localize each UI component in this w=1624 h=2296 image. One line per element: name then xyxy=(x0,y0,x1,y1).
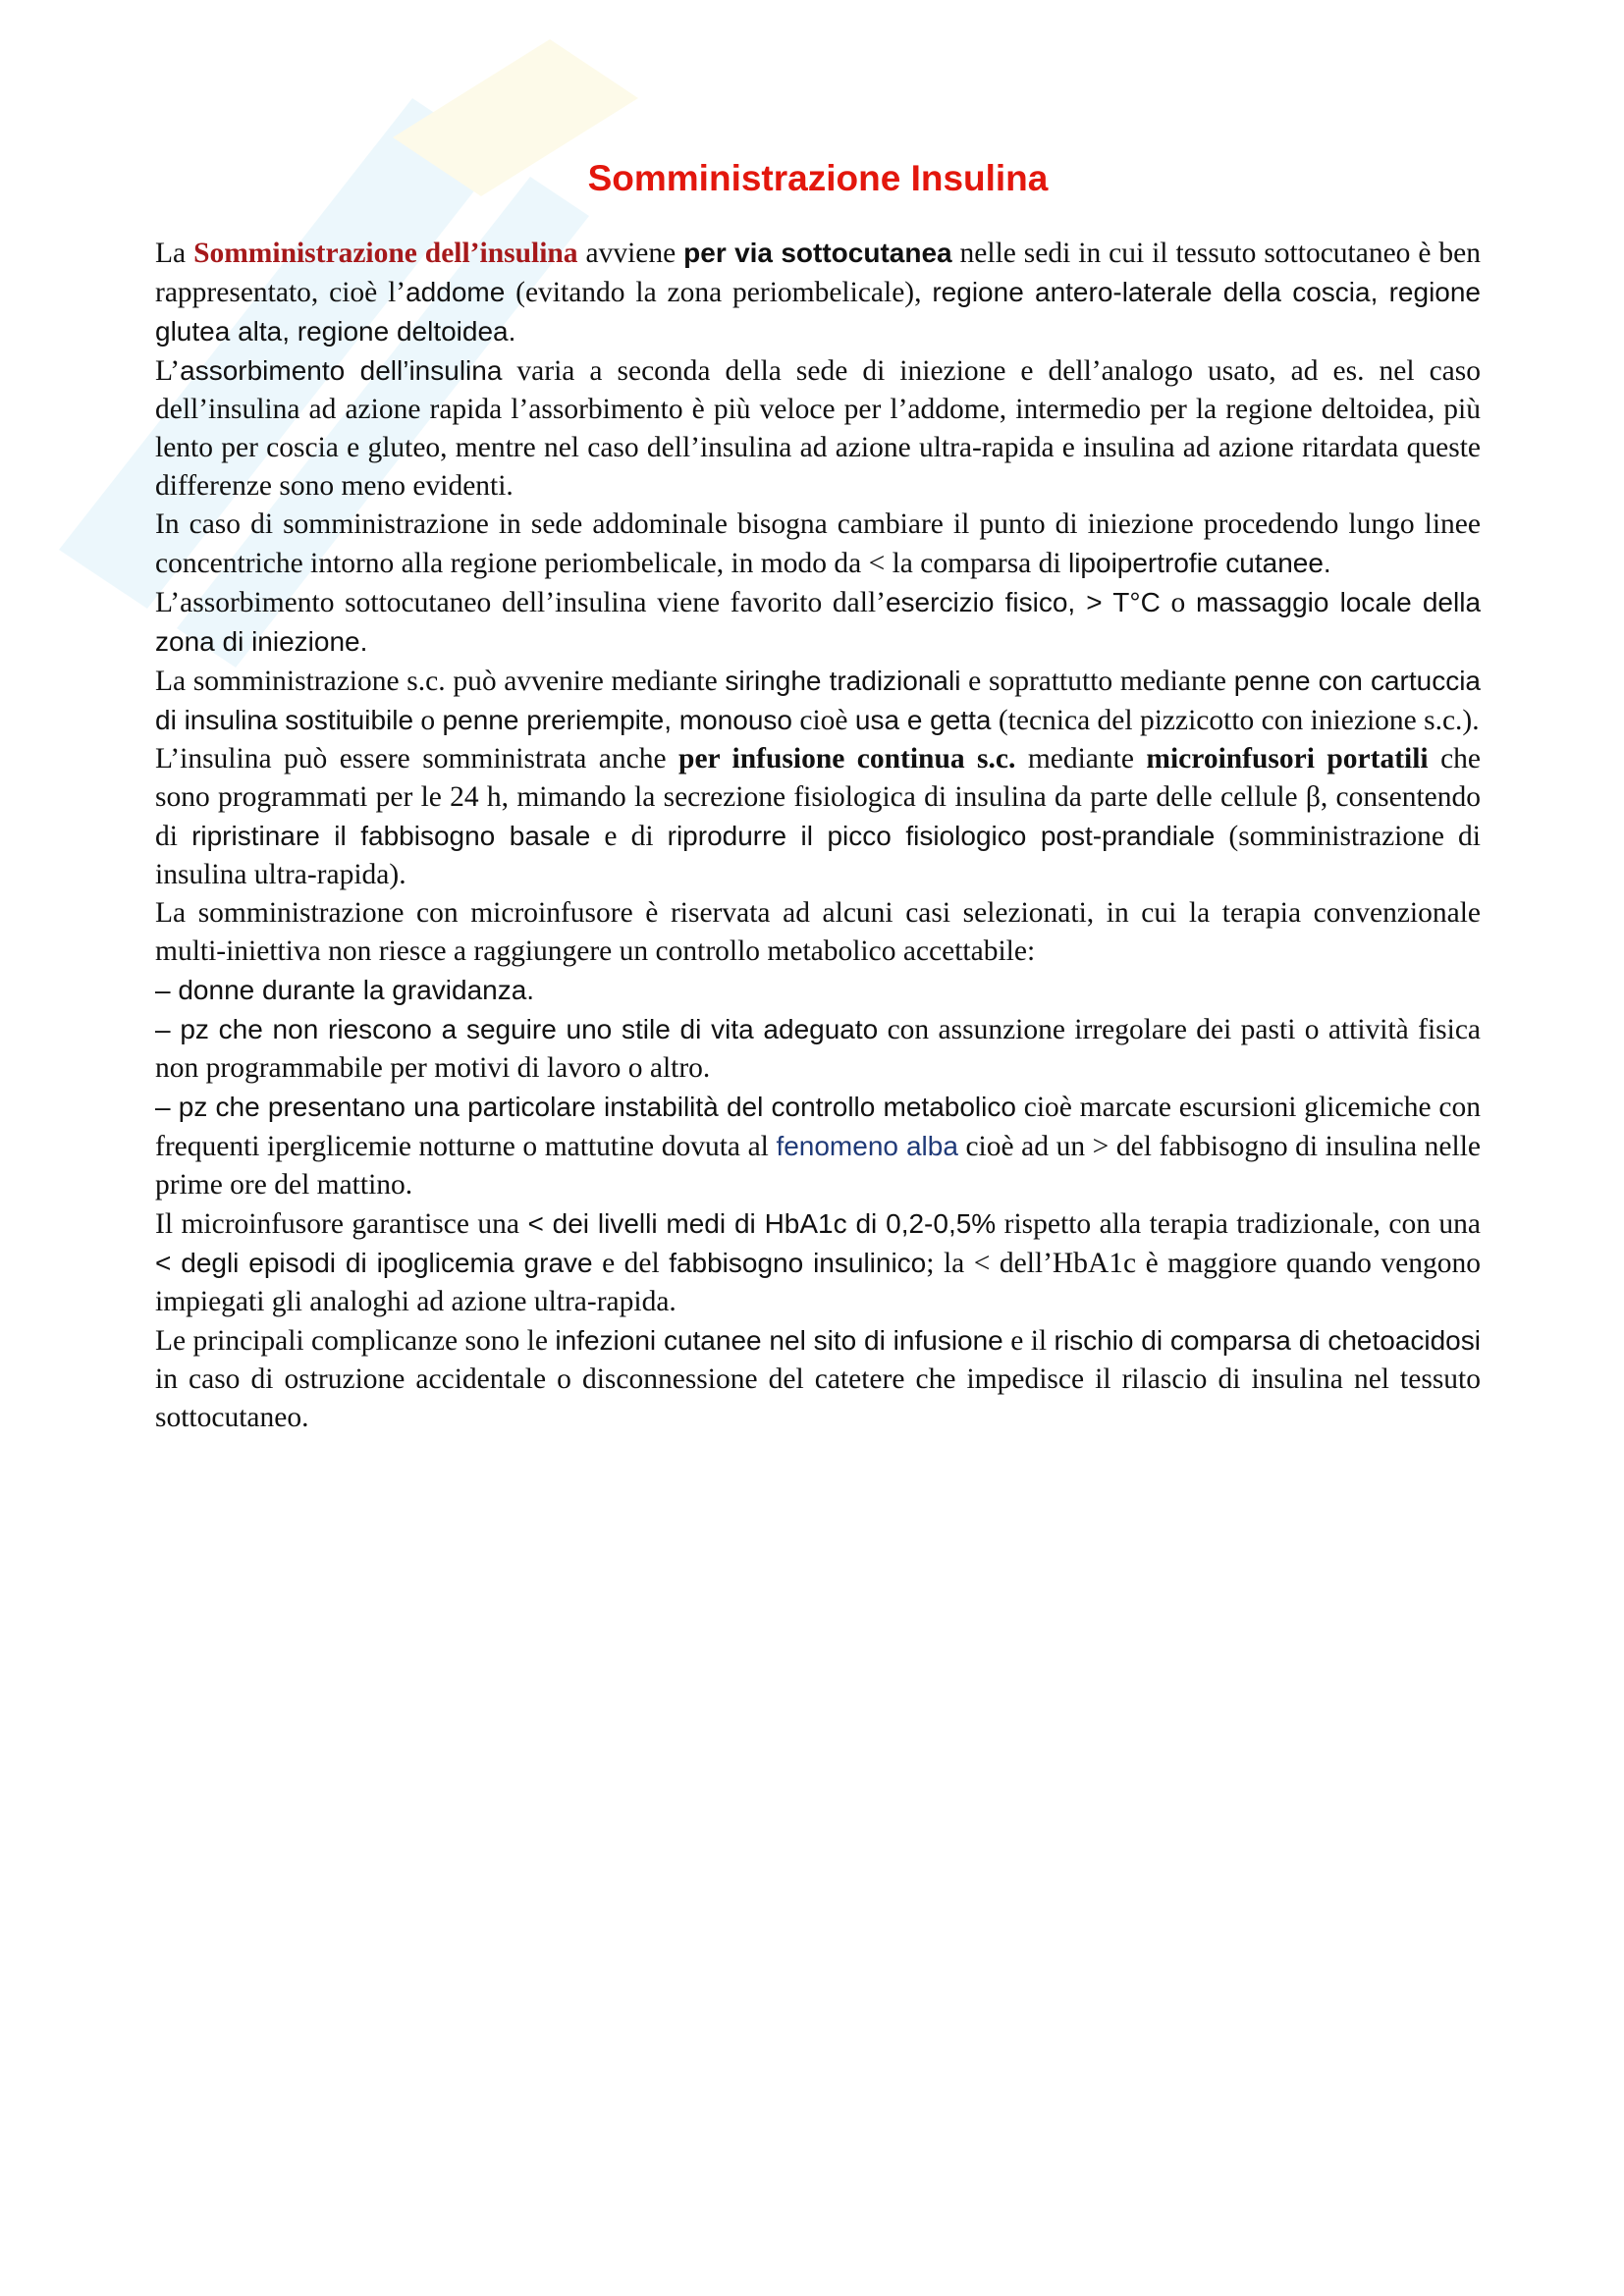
list-item: – pz che non riescono a seguire uno stile di vita adeguato con assunzione irregolare dei pasti o attività fisica non programmabile per motivi di lavoro o altro. xyxy=(155,1014,1482,1084)
paragraph-microinfusor-indications: La somministrazione con microinfusore è riservata ad alcuni casi selezionati, in cui la terapia convenzionale multi-iniettiva non riesce a raggiungere un controllo metabolico accettabile: xyxy=(155,897,1481,967)
list-item: – donne durante la gravidanza. xyxy=(155,975,535,1005)
paragraph-devices: La somministrazione s.c. può avvenire mediante siringhe tradizionali e soprattutto mediante penne con cartuccia di insulina sostituibile o penne preriempite, monouso cioè usa e getta (tecnica del pizzicotto con iniezione s.c.). xyxy=(155,666,1481,736)
paragraph-continuous-infusion: L’insulina può essere somministrata anche per infusione continua s.c. mediante microinfusori portatili che sono programmati per le 24 h, mimando la secrezione fisiologica di insulina da parte delle cellule β, consentendo di ripristinare il fabbisogno basale e di riprodurre il picco fisiologico post-prandiale (somministrazione di insulina ultra-rapida). xyxy=(155,743,1482,890)
paragraph-administration: La Somministrazione dell’insulina avviene per via sottocutanea nelle sedi in cui il tessuto sottocutaneo è ben rappresentato, cioè l’addome (evitando la zona periombelicale), regione antero-laterale della coscia, regione glutea alta, regione deltoidea. xyxy=(155,238,1482,347)
page-title: Somministrazione Insulina xyxy=(587,158,1049,198)
paragraph-complications: Le principali complicanze sono le infezioni cutanee nel sito di infusione e il rischio di comparsa di chetoacidosi in caso di ostruzione accidentale o disconnessione del catetere che impedisce il rilascio di insulina nel tessuto sottocutaneo. xyxy=(155,1325,1481,1433)
document-body xyxy=(155,157,1481,1437)
list-item: – pz che presentano una particolare instabilità del controllo metabolico cioè marcate escursioni glicemiche con frequenti iperglicemie notturne o mattutine dovuta al fenomeno alba cioè ad un > del fabbisogno di insulina nelle prime ore del mattino. xyxy=(155,1092,1481,1201)
paragraph-benefits: Il microinfusore garantisce una < dei livelli medi di HbA1c di 0,2-0,5% rispetto alla terapia tradizionale, con una < degli episodi di ipoglicemia grave e del fabbisogno insulinico; la < dell’HbA1c è maggiore quando vengono impiegati gli analoghi ad azione ultra-rapida. xyxy=(155,1208,1481,1317)
paragraph-absorption-factors: L’assorbimento sottocutaneo dell’insulina viene favorito dall’esercizio fisico, > T°C o massaggio locale della zona di iniezione. xyxy=(155,587,1482,657)
paragraph-absorption: L’assorbimento dell’insulina varia a seconda della sede di iniezione e dell’analogo usato, ad es. nel caso dell’insulina ad azione rapida l’assorbimento è più veloce per l’addome, intermedio per la regione deltoidea, più lento per coscia e gluteo, mentre nel caso dell’insulina ad azione ultra-rapida e insulina ad azione ritardata queste differenze sono meno evidenti. xyxy=(155,355,1481,502)
paragraph-abdominal-site: In caso di somministrazione in sede addominale bisogna cambiare il punto di iniezione procedendo lungo linee concentriche intorno alla regione periombelicale, in modo da < la comparsa di lipoipertrofie cutanee. xyxy=(155,508,1481,579)
